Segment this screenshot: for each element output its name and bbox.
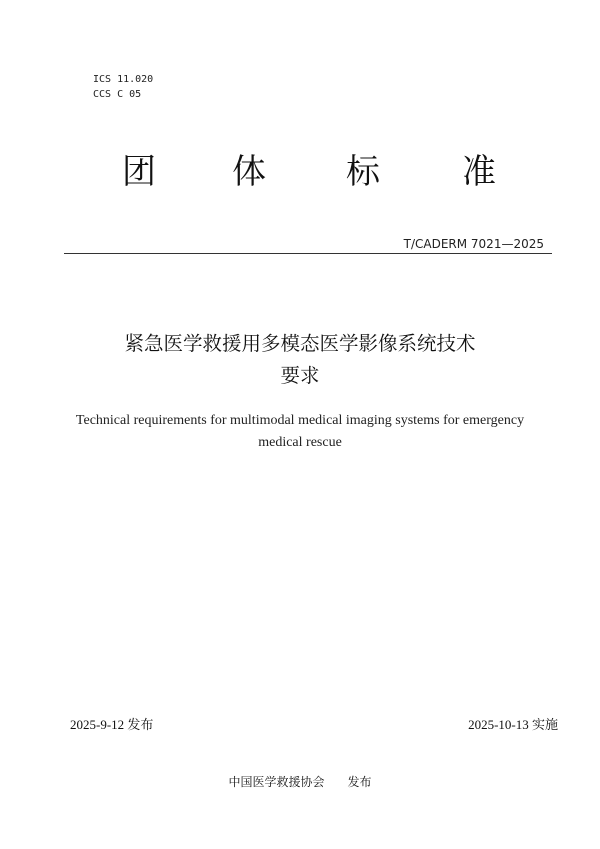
standard-type-char-3: 标 <box>346 152 380 192</box>
publisher-name: 中国医学救援协会 <box>228 775 325 789</box>
implementation-date: 2025-10-13 实施 <box>468 717 558 732</box>
english-title <box>40 410 560 454</box>
publisher-line <box>0 773 600 791</box>
header-divider <box>64 253 552 254</box>
standard-type-char-1: 团 <box>122 152 156 192</box>
ccs-code: CCS C 05 <box>93 89 142 100</box>
ics-code: ICS 11.020 <box>93 74 154 85</box>
chinese-title-line-2: 要求 <box>280 364 320 387</box>
english-title-line-1: Technical requirements for multimodal medical imaging systems for emergency <box>75 413 525 428</box>
classification-codes <box>93 72 153 102</box>
issue-date: 2025-9-12 发布 <box>70 717 154 732</box>
english-title-line-2: medical rescue <box>258 435 342 450</box>
standard-code: T/CADERM 7021—2025 <box>403 237 544 251</box>
chinese-title <box>60 328 540 392</box>
standard-type-char-4: 准 <box>462 152 496 192</box>
standard-type-heading <box>0 150 600 194</box>
chinese-title-line-1: 紧急医学救援用多模态医学影像系统技术 <box>124 332 476 355</box>
standard-type-char-2: 体 <box>232 152 266 192</box>
publisher-action: 发布 <box>347 775 372 789</box>
